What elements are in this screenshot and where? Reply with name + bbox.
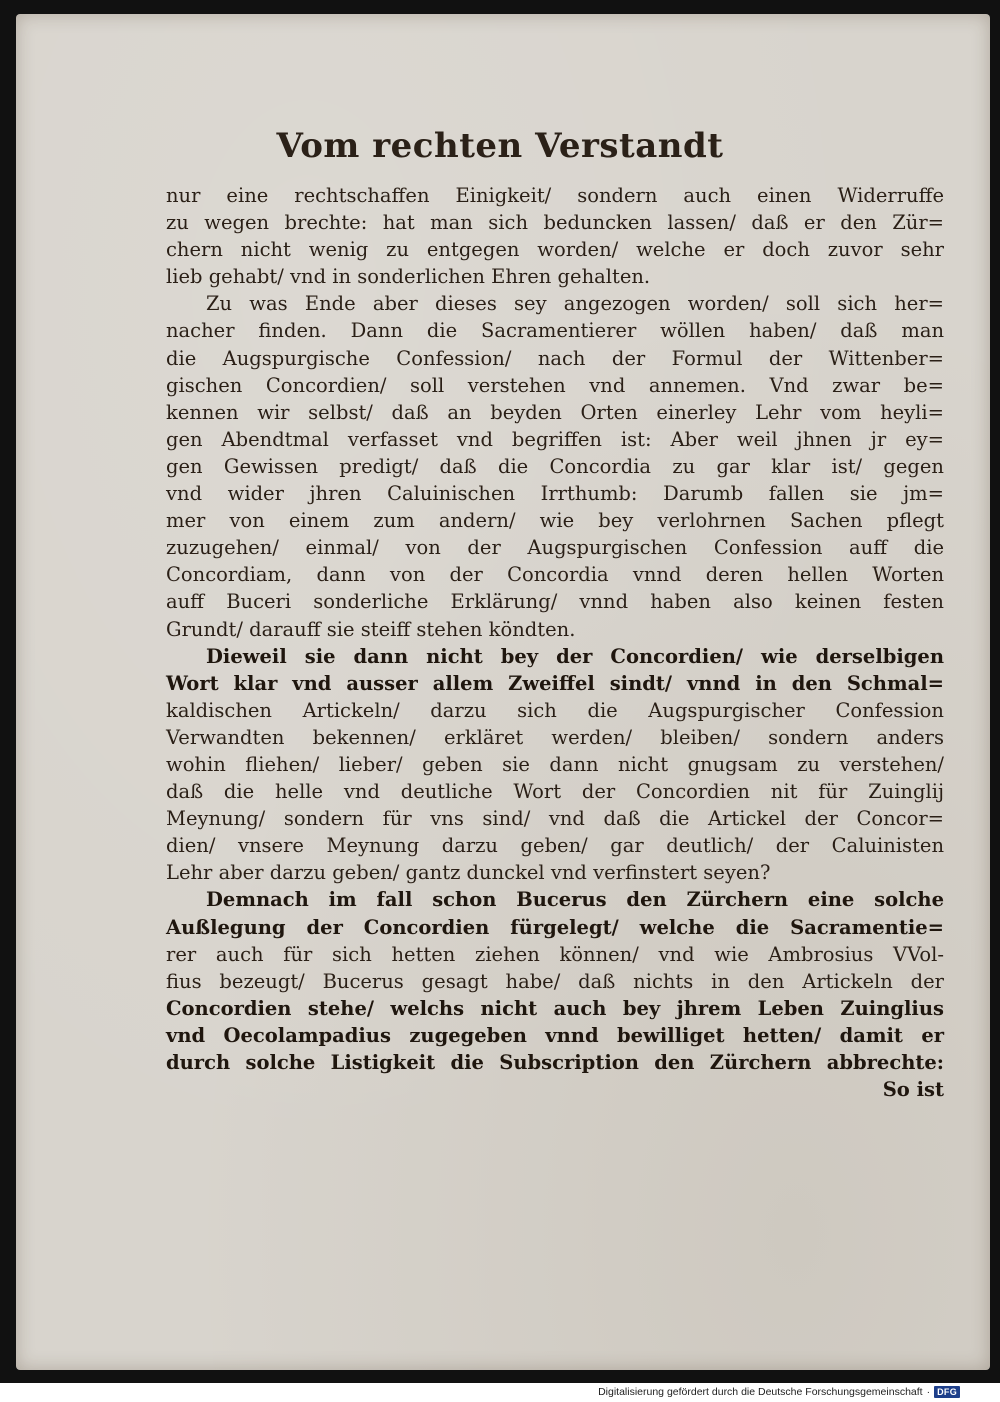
- text-line: dien/ vnsere Meynung darzu geben/ gar deutlich/ der Caluinisten: [166, 834, 944, 858]
- digitization-credit: [598, 1386, 960, 1398]
- paragraph-start-line: Demnach im fall schon Bucerus den Zürchern eine solche: [206, 888, 944, 912]
- text-line: zu wegen brechte: hat man sich beduncken lassen/ daß er den Zür=: [166, 211, 944, 235]
- text-line: Grundt/ darauff sie steiff stehen köndten.: [166, 617, 576, 641]
- text-line: Concordiam, dann von der Concordia vnnd deren hellen Worten: [166, 563, 944, 587]
- text-line: rer auch für sich hetten ziehen können/ vnd wie Ambrosius VVol-: [166, 942, 944, 966]
- text-line: kennen wir selbst/ daß an beyden Orten einerley Lehr vom heyli=: [166, 400, 944, 424]
- text-line: vnd Oecolampadius zugegeben vnnd bewilliget hetten/ damit er: [166, 1023, 944, 1047]
- text-line: daß die helle vnd deutliche Wort der Concordien nit für Zuinglij: [166, 780, 944, 804]
- body-text: [166, 182, 944, 1103]
- text-line: die Augspurgische Confession/ nach der Formul der Wittenber=: [166, 346, 944, 370]
- text-line: auff Buceri sonderliche Erklärung/ vnnd haben also keinen festen: [166, 590, 944, 614]
- text-line: vnd wider jhren Caluinischen Irrthumb: Darumb fallen sie jm=: [166, 482, 944, 506]
- text-line: kaldischen Artickeln/ darzu sich die Augspurgischer Confession: [166, 698, 944, 722]
- text-line: zuzugehen/ einmal/ von der Augspurgischen Confession auff die: [166, 536, 944, 560]
- text-line: Verwandten bekennen/ erkläret werden/ bleiben/ sondern anders: [166, 725, 944, 749]
- text-line: Außlegung der Concordien fürgelegt/ welche die Sacramentie=: [166, 915, 944, 939]
- text-line: Concordien stehe/ welchs nicht auch bey jhrem Leben Zuinglius: [166, 996, 944, 1020]
- text-line: mer von einem zum andern/ wie bey verlohrnen Sachen pflegt: [166, 509, 944, 533]
- paragraph-start-line: Zu was Ende aber dieses sey angezogen worden/ soll sich her=: [206, 292, 944, 316]
- text-line: lieb gehabt/ vnd in sonderlichen Ehren gehalten.: [166, 265, 651, 289]
- dfg-logo-icon: DFG: [934, 1386, 960, 1398]
- text-line: durch solche Listigkeit die Subscription den Zürchern abbrechte:: [166, 1051, 944, 1074]
- paragraph-start-line: Dieweil sie dann nicht bey der Concordien/ wie derselbigen: [206, 644, 944, 668]
- catchword: So ist: [882, 1078, 944, 1102]
- text-line: Lehr aber darzu geben/ gantz dunckel vnd verfinstert seyen?: [166, 861, 771, 885]
- text-line: Wort klar vnd ausser allem Zweiffel sindt/ vnnd in den Schmal=: [166, 671, 944, 695]
- credit-text: Digitalisierung gefördert durch die Deutsche Forschungsgemeinschaft: [598, 1386, 923, 1398]
- text-line: fius bezeugt/ Bucerus gesagt habe/ daß nichts in den Artickeln der: [166, 969, 944, 993]
- text-line: wohin fliehen/ lieber/ geben sie dann nicht gnugsam zu verstehen/: [166, 752, 944, 776]
- text-line: nur eine rechtschaffen Einigkeit/ sondern auch einen Widerruffe: [166, 184, 944, 207]
- text-line: chern nicht wenig zu entgegen worden/ welche er doch zuvor sehr: [166, 238, 944, 262]
- credit-separator: ·: [926, 1386, 931, 1398]
- text-line: gischen Concordien/ soll verstehen vnd annemen. Vnd zwar be=: [166, 373, 944, 397]
- running-header: Vom rechten Verstandt: [276, 126, 724, 166]
- text-line: gen Gewissen predigt/ daß die Concordia zu gar klar ist/ gegen: [166, 454, 944, 478]
- text-line: gen Abendtmal verfasset vnd begriffen ist: Aber weil jhnen jr ey=: [166, 427, 944, 451]
- text-line: nacher finden. Dann die Sacramentierer wöllen haben/ daß man: [166, 319, 944, 343]
- text-line: Meynung/ sondern für vns sind/ vnd daß die Artickel der Concor=: [166, 807, 944, 831]
